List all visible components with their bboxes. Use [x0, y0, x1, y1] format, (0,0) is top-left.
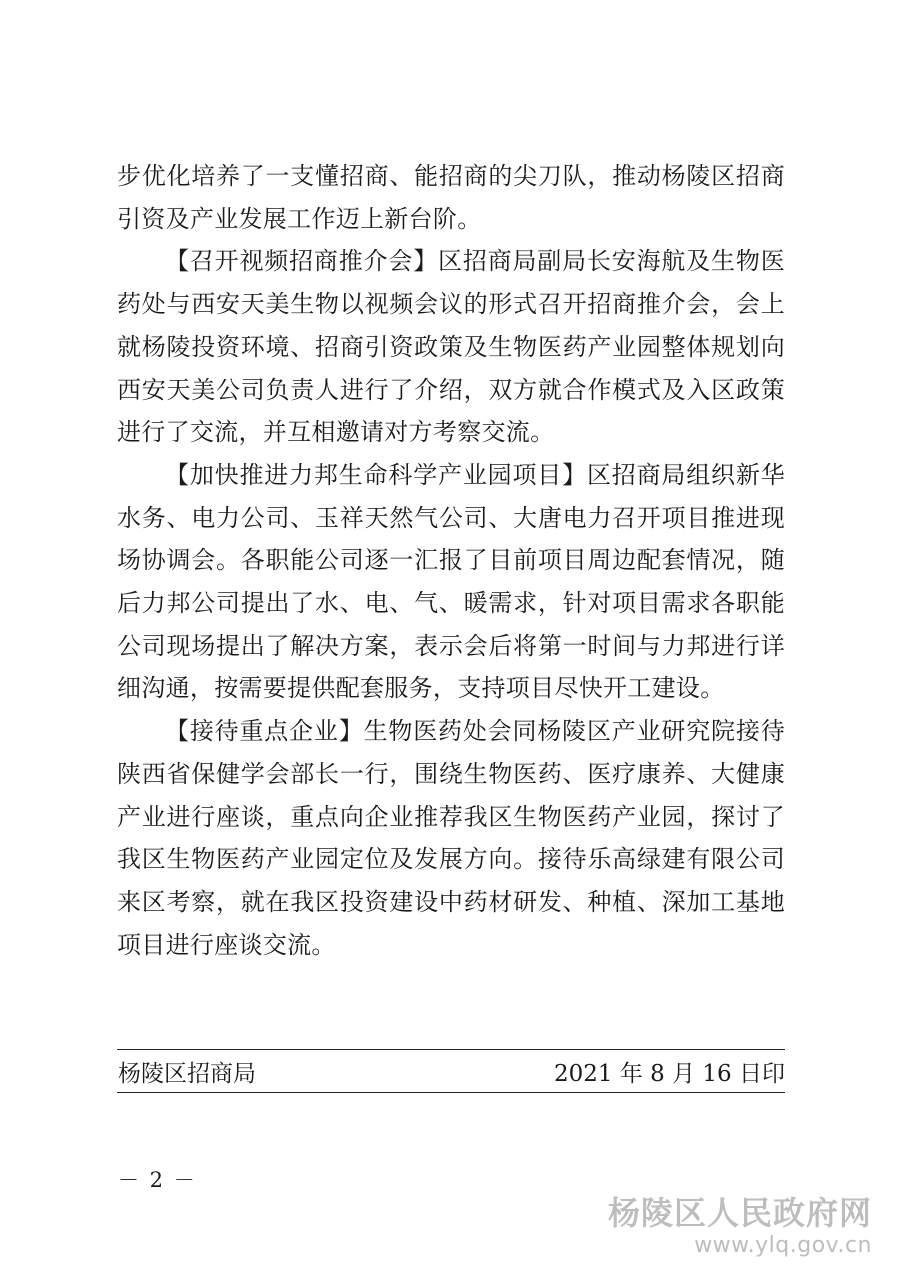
document-footer	[117, 1049, 785, 1093]
footer-row	[117, 1050, 785, 1092]
document-body	[117, 155, 785, 966]
paragraph-libang-project: 【加快推进力邦生命科学产业园项目】区招商局组织新华水务、电力公司、玉祥天然气公司、大唐电力召开项目推进现场协调会。各职能公司逐一汇报了目前项目周边配套情况，随后力邦公司提出了水、电、气、暖需求，针对项目需求各职能公司现场提出了解决方案，表示会后将第一时间与力邦进行详细沟通，按需要提供配套服务，支持项目尽快开工建设。	[117, 460, 785, 703]
paragraph-continuation: 步优化培养了一支懂招商、能招商的尖刀队，推动杨陵区招商引资及产业发展工作迈上新台阶。	[117, 162, 785, 233]
page-number: － 2 －	[118, 1168, 197, 1192]
print-date: 2021 年 8 月 16 日印	[554, 1060, 785, 1087]
issuer-name: 杨陵区招商局	[118, 1060, 256, 1087]
paragraph-key-enterprises: 【接待重点企业】生物医药处会同杨陵区产业研究院接待陕西省保健学会部长一行，围绕生物医药、医疗康养、大健康产业进行座谈，重点向企业推荐我区生物医药产业园，探讨了我区生物医药产业园定位及发展方向。接待乐高绿建有限公司来区考察，就在我区投资建设中药材研发、种植、深加工基地项目进行座谈交流。	[117, 717, 785, 959]
footer-bottom-rule	[117, 1092, 785, 1093]
watermark-url: www.ylq.gov.cn	[694, 1233, 872, 1258]
site-watermark	[607, 1194, 872, 1258]
paragraph-video-promotion: 【召开视频招商推介会】区招商局副局长安海航及生物医药处与西安天美生物以视频会议的形式召开招商推介会，会上就杨陵投资环境、招商引资政策及生物医药产业园整体规划向西安天美公司负责人进行了介绍，双方就合作模式及入区政策进行了交流，并互相邀请对方考察交流。	[117, 247, 785, 447]
watermark-site-name: 杨陵区人民政府网	[607, 1194, 872, 1232]
